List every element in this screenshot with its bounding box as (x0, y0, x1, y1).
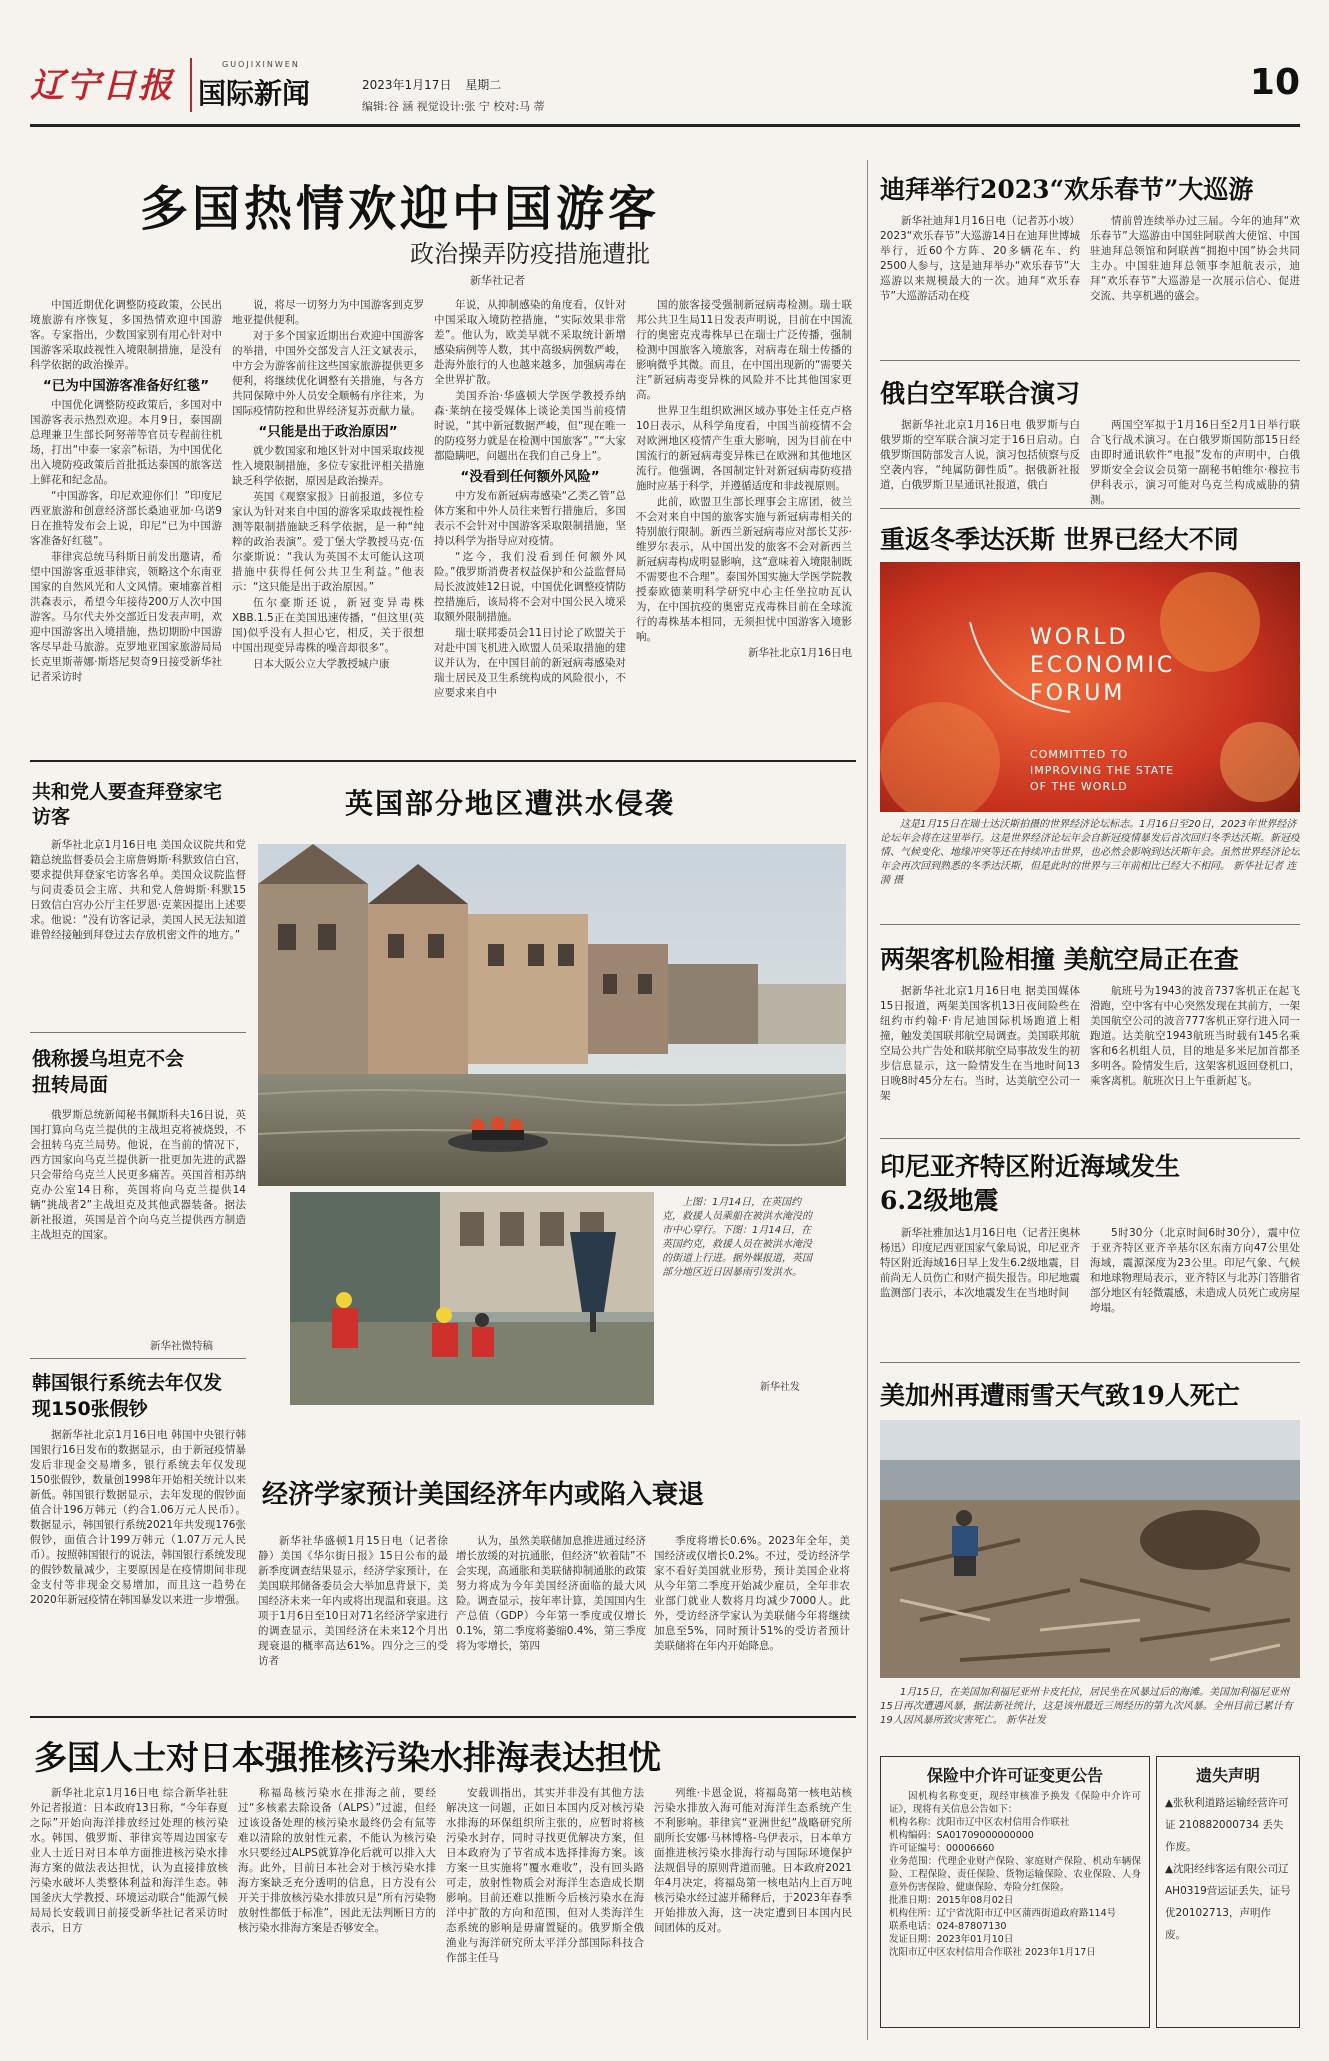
paragraph: 伍尔豪斯还说，新冠变异毒株XBB.1.5正在美国迅速传播，“但这里(英国)似乎没有人担心它，相反，关于很想中国出现变异毒株的噪音却很多”。 (232, 597, 424, 654)
section-title: 国际新闻 (198, 77, 311, 110)
paragraph: 对于多个国家近期出台欢迎中国游客的举措，中国外交部发言人汪文斌表示，中方会为游客前往这些国家旅游提供更多便利，将继续优化调整有关措施，与各方共同保障中外人员安全顺畅有序往来，为国际疫情防控和世界经济复苏贡献力量。 (232, 330, 424, 417)
indonesia-quake-col-2: 5时30分（北京时间6时30分），震中位于亚齐特区亚齐辛基尔区东南方向47公里处海域，震源深度为23公里。印尼气象、气候和地球物理局表示，亚齐特区与北苏门答腊省部分地区有轻微震感，未造成人员死亡或房屋垮塌。 (1090, 1227, 1300, 1314)
japan-water-col-4: 列维·卡恩金说，将福岛第一核电站核污染水排放入海可能对海洋生态系统产生不利影响。菲律宾“亚洲世纪”战略研究所副所长安娜·马林博格-乌伊表示，日本单方面推进核污染水排海行动与国际环境保护法规倡导的原则背道而驰。日本政府2021年4月决定，将福岛第一核电站内上百万吨核污染水经过滤并稀释后，于2023年春季开始排放入海，这一决定遭到日本国内民间团体的反对。 (654, 1787, 852, 1934)
paragraph: 此前，欧盟卫生部长理事会主席团，彼兰不会对来自中国的旅客实施与新冠病毒相关的特别旅行限制。新西兰新冠病毒应对部长艾莎·维罗尔表示，从中国出发的旅客不会对新西兰新冠病毒构成明显影响，这“意味着入境限制既不需要也不合理”。泰国外国实施大学医学院教授泰欧德莱明科学研究中心主任坐拉叻瓦认为，在中国抗疫的奥密克戎毒株目前在全球流行的毒株基本相同，无须担忧中国游客入境影响。 (636, 496, 852, 643)
column-divider (867, 160, 868, 2040)
uk-flood-title: 英国部分地区遭洪水侵袭 (345, 787, 676, 820)
korea-bank-text: 据新华社北京1月16日电 韩国中央银行韩国银行16日发布的数据显示，由于新冠疫情暴发后非现金交易增多，银行系统去年仅发现150张假钞，数量创1998年开始相关统计以来新低。韩国银行数据显示，去年发现的假钞面值合计196万韩元（约合1.06万元人民币）。数据显示，韩国银行系统2021年共发现176张假钞，面值合计199万韩元（1.07万元人民币）。按照韩国银行的说法，韩国银行系统发现的假钞数量减少，主要原因是在疫情期间非现金支付等非现金交易增加，而且这一趋势在2020年新冠疫情在韩国暴发以来进一步增强。 (30, 1429, 246, 1606)
japan-water-col-1: 新华社北京1月16日电 综合新华社驻外记者报道：日本政府13日称，“今年春夏之际”开始向海洋排放经过处理的核污染水。韩国、俄罗斯、菲律宾等周边国家专业人士近日对日本单方面推进核污染水排海方案的做法表达担忧，认为直接排放核污染水破坏人类整体利益和海洋生态。韩国釜庆大学教授、环境运动联合“能源气候局局长安载训日前接受新华社记者采访时表示，日方 (30, 1787, 228, 1934)
dubai-col-1: 新华社迪拜1月16日电（记者苏小坡）2023“欢乐春节”大巡游14日在迪拜世博城举行，近60个方阵、20多辆花车、约2500人参与，这是迪拜举办“欢乐春节”大巡游以来规模最大的一次。迪拜“欢乐春节”大巡游活动在疫 (880, 215, 1080, 302)
paragraph: 中方发布新冠病毒感染“乙类乙管”总体方案和中外人员往来暂行措施后，多国表示不会针对中国游客采取限制措施，坚持以科学为指导应对疫情。 (434, 490, 626, 547)
subheading: “已为中国游客准备好红毯” (42, 378, 210, 394)
recession-col-2: 认为，虽然美联储加息推进通过经济增长放缓的对抗通胀，但经济“软着陆”不会实现，高通胀和美联储抑制通胀的政策努力将成为今年美国经济面临的最大风险。调查显示，按年率计算，美国国内生产总值（GDP）今年第一季度或仅增长0.1%，第二季度将萎缩0.4%，第三季度将为零增长，第四 (456, 1535, 646, 1652)
paragraph: 年说，从抑制感染的角度看，仅针对中国采取入境防控措施，“实际效果非常差”。他认为，欧美早就不采取统计新增感染病例等人数，其中高级病例数严峻，赴海外旅行的人也越来越多，加强病毒在全世界扩散。 (434, 299, 626, 386)
flood-photo-bottom (290, 1192, 654, 1405)
notice-line: 业务范围：代理企业财产保险、家庭财产保险、机动车辆保险、工程保险、责任保险、货物运输保险、农业保险、人身意外伤害保险、健康保险、寿险分红保险。 (889, 1856, 1141, 1893)
russia-aid-title: 俄称援乌坦克不会扭转局面 (32, 1048, 185, 1096)
page-number: 10 (1249, 62, 1300, 103)
paragraph: 世界卫生组织欧洲区域办事处主任克卢格10日表示，从科学角度看，中国当前疫情不会对欧洲地区疫情产生重大影响，因为目前在中国流行的新冠病毒变异株已在欧洲和其他地区流行。他强调，各国制定针对新冠病毒防疫措施时应基于科学，并遵循适度和非歧视原则。 (636, 405, 852, 492)
russia-belarus-title: 俄白空军联合演习 (880, 379, 1081, 408)
divider (880, 360, 1300, 361)
russia-belarus-col-2: 两国空军拟于1月16日至2月1日举行联合飞行战术演习。在白俄罗斯国防部15日经由即时通讯软件“电报”发布的声明中，白俄罗斯安全会议会员第一副秘书帕维尔·穆拉韦伊科表示，演习可能对乌克兰构成威胁的猜测。 (1090, 419, 1300, 506)
indonesia-quake-title: 印尼亚齐特区附近海域发生6.2级地震 (880, 1152, 1181, 1215)
wef-tag-1: COMMITTED TO (1030, 748, 1129, 761)
subheading: “只能是出于政治原因” (258, 424, 398, 440)
japan-water-col-2: 称福岛核污染水在排海之前，要经过“多核素去除设备（ALPS）”过滤，但经过该设备处理的核污染水最终仍会有氚等难以清除的放射性元素，不能认为核污染水只要经过ALPS就算净化后就可以排入大海。此外，目前日本社会对于核污染水排海方案缺乏充分透明的信息，日方没有公开关于排放核污染水排放只是“所有污染物放射性都低于标准”，因此无法判断日方的核污染水排海方案是否够安全。 (238, 1787, 436, 1934)
notice-body (889, 1790, 1141, 1959)
masthead-divider (190, 58, 192, 112)
paragraph: 瑞士联邦委员会11日讨论了欧盟关于对赴中国飞机进入欧盟人员采取措施的建议并认为，在中国目前的新冠病毒感染对瑞士居民及卫生系统构成的风险很小，不应要求来自中 (434, 627, 626, 699)
notice-title: 保险中介许可证变更公告 (926, 1766, 1103, 1785)
korea-bank-title: 韩国银行系统去年仅发现150张假钞 (32, 1372, 223, 1420)
flood-rescue-image (290, 1192, 654, 1405)
paragraph: 中国优化调整防疫政策后，多国对中国游客表示热烈欢迎。本月9日，泰国副总理兼卫生部长阿努蒂等官员专程前往机场，打出“中泰一家亲”标语，为中国优化出入境防疫政策后首批抵达泰国的旅客送上鲜花和纪念品。 (30, 399, 222, 486)
divider (30, 1032, 246, 1033)
davos-photo (880, 562, 1300, 812)
wef-tag-2: IMPROVING THE STATE (1030, 764, 1175, 777)
masthead-rule (30, 124, 1300, 127)
notice-line: 机构住所：辽宁省沈阳市辽中区蒲西街道政府路114号 (889, 1908, 1117, 1919)
lead-bottom-rule (30, 760, 856, 762)
lead-col-2 (232, 298, 424, 748)
notice-line: 机构名称：沈阳市辽中区农村信用合作联社 (889, 1817, 1070, 1828)
paragraph: 菲律宾总统马科斯日前发出邀请，希望中国游客重返菲律宾，领略这个东南亚国家的自然风光和人文风情。柬埔寨首相洪森表示，希望今年接待200万人次中国游客。马尔代夫外交部近日发表声明，欢迎中国游客出入境措施，热切期盼中国游客尽早赴马旅游。克罗地亚国家旅游局局长克里斯蒂娜·斯塔尼契奇9日接受新华社记者采访时 (30, 551, 222, 683)
gop-title: 共和党人要查拜登家宅访客 (32, 781, 223, 828)
davos-title: 重返冬季达沃斯 世界已经大不同 (880, 525, 1239, 554)
divider (880, 1362, 1300, 1363)
divider (880, 1138, 1300, 1139)
lead-subtitle: 政治操弄防疫措施遭批 (410, 240, 650, 268)
notice-line: 联系电话：024-87807130 (889, 1921, 1007, 1932)
near-miss-col-2: 航班号为1943的波音737客机正在起飞滑跑，空中客有中心突然发现在其前方，一架美国航空公司的波音777客机正穿行进入同一跑道。达美航空1943航班当时载有145名乘客和6名机组人员，目的地是多米尼加首都圣多明各。险情发生后，这架客机返回登机口，乘客离机。航班次日上午重新起飞。 (1090, 985, 1300, 1087)
newspaper-logo: 辽宁日报 (30, 66, 174, 106)
uk-flood-caption: 上图：1月14日，在英国约克，救援人员乘船在被洪水淹没的市中心穿行。下图：1月14日，在英国约克，救援人员在被洪水淹没的街道上行进。据外媒报道，英国部分地区近日因暴雨引发洪水。 (662, 1197, 812, 1278)
gop-text: 新华社北京1月16日电 美国众议院共和党籍总统监督委员会主席詹姆斯·科默致信白宫，要求提供拜登家宅访客名单。美国众议院监督与问责委员会主席、共和党人詹姆斯·科默15日致信白宫办公厅主任罗恩·克莱因提出上述要求。他说：“没有访客记录，美国人民无法知道谁曾经接触到拜登过去存放机密文件的地方。” (30, 839, 246, 941)
lost-line: ▲沈阳经纬客运有限公司辽AH0319营运证丢失，证号优20102713，声明作废。 (1165, 1863, 1291, 1941)
paragraph: “中国游客，印尼欢迎你们！”印度尼西亚旅游和创意经济部长桑迪亚加·乌诺9日在推特发布会上说，印尼“已为中国游客准备好红毯”。 (30, 490, 222, 547)
staff-line: 编辑:谷 涵 视觉设计:张 宁 校对:马 蒂 (362, 100, 545, 113)
wef-line-3: FORUM (1030, 681, 1126, 706)
paragraph: 就少数国家和地区针对中国采取歧视性入境限制措施，多位专家批评相关措施缺乏科学依据，原因是政治操弄。 (232, 445, 424, 487)
notice-line: 沈阳市辽中区农村信用合作联社 2023年1月17日 (889, 1947, 1096, 1958)
section-pinyin: GUOJIXINWEN (222, 60, 300, 69)
notice-line: 因机构名称变更，现经审核准予换发《保险中介许可证》，现将有关信息公告如下： (889, 1791, 1141, 1815)
notice-line: 机构编码：SA01709000000000 (889, 1830, 1034, 1841)
russia-aid-source: 新华社微特稿 (150, 1340, 213, 1352)
paragraph: 日本大阪公立大学教授城户康 (253, 658, 390, 670)
notice-line: 发证日期：2023年01月10日 (889, 1934, 1014, 1945)
subheading: “没看到任何额外风险” (460, 469, 600, 485)
masthead (30, 56, 1300, 126)
paragraph: 新华社北京1月16日电 (747, 647, 852, 659)
lost-line: ▲张秋利道路运输经营许可证 210882000734 丢失作废。 (1165, 1797, 1289, 1853)
divider (30, 1358, 246, 1359)
california-caption: 1月15日，在美国加利福尼亚州卡皮托拉，居民坐在风暴过后的海滩。美国加利福尼亚州15日再次遭遇风暴，据法新社统计，这是该州最近三周经历的第九次风暴。全州目前已累计有19人因风暴所致灾害死亡。 新华社发 (880, 1687, 1293, 1726)
lead-title: 多国热情欢迎中国游客 (140, 181, 661, 237)
russia-belarus-col-1: 据新华社北京1月16日电 俄罗斯与白俄罗斯的空军联合演习定于16日启动。白俄罗斯国防部发言人说，演习包括侦察与反空袭内容，“纯属防御性质”。据俄新社报道，白俄罗斯卫星通讯社报道，俄白 (880, 419, 1080, 491)
japan-water-title: 多国人士对日本强推核污染水排海表达担忧 (34, 1738, 661, 1777)
lost-body (1165, 1792, 1291, 1946)
paragraph: 国的旅客接受强制新冠病毒检测。瑞士联邦公共卫生局11日发表声明说，目前在中国流行的奥密克戎毒株早已在瑞士广泛传播，强制检测中国旅客入境旅客，对病毒在瑞士传播的影响微乎其微。而且，在中国出现新的“需要关注”新冠病毒变异株的风险并不比其他国家更高。 (636, 299, 852, 401)
notice-line: 批准日期：2015年08月02日 (889, 1895, 1014, 1906)
paragraph: 说，将尽一切努力为中国游客到克罗地亚提供便利。 (232, 299, 424, 326)
lead-col-1 (30, 298, 222, 748)
indonesia-quake-col-1: 新华社雅加达1月16日电（记者汪奥林 杨迅）印度尼西亚国家气象局说，印尼亚齐特区附近海域16日早上发生6.2级地震，目前尚无人员伤亡和财产损失报告。印尼地震监测部门表示，本次地震发生在当地时间 (880, 1227, 1080, 1299)
beach-debris-image (880, 1420, 1300, 1678)
wef-tag-3: OF THE WORLD (1030, 780, 1128, 793)
wef-logo-image (880, 562, 1300, 812)
flood-street-image (258, 844, 846, 1186)
wef-line-1: WORLD (1030, 625, 1129, 650)
near-miss-col-1: 据新华社北京1月16日电 据美国媒体15日报道，两架美国客机13日夜间险些在纽约市约翰·F·肯尼迪国际机场跑道上相撞，触发美国联邦航空局调查。美国联邦航空局公共广告处和联邦航空局事故发生的初步信息显示，这一险情发生在当地时间13日晚8时45分左右。当时，达美航空公司一架 (880, 985, 1080, 1102)
near-miss-title: 两架客机险相撞 美航空局正在查 (880, 945, 1239, 974)
paragraph: 英国《观察家报》日前报道，多位专家认为针对来自中国的游客采取歧视性检测等限制措施缺乏科学依据，是一种“纯粹的政治表演”。爱丁堡大学教授马克·伍尔豪斯说：“我认为英国不太可能认这项措施中获得任何公共卫生利益。”他表示：“这只能是出于政治原因。” (232, 491, 424, 593)
lost-title: 遗失声明 (1195, 1766, 1260, 1785)
lost-notice (1156, 1756, 1300, 2028)
issue-date (362, 76, 501, 93)
paragraph: 中国近期优化调整防疫政策，公民出境旅游有序恢复，多国热情欢迎中国游客。专家指出，少数国家别有用心针对中国游客采取歧视性入境限制措施，是没有科学依据的政治操弄。 (30, 299, 222, 371)
recession-bottom-rule (30, 1716, 856, 1718)
date-text: 2023年1月17日 (362, 78, 452, 92)
recession-col-3: 季度将增长0.6%。2023年全年，美国经济或仅增长0.2%。不过，受访经济学家不看好美国就业形势，预计美国企业将从今年第二季度开始减少雇员，全年非农业部门就业人数将月均减少7000人。此外，受访经济学家认为美联储今年将继续加息至5%，同时预计51%的受访者预计美联储将在年内开始降息。 (654, 1535, 850, 1652)
weekday-text: 星期二 (465, 78, 502, 92)
california-photo (880, 1420, 1300, 1678)
recession-title: 经济学家预计美国经济年内或陷入衰退 (262, 1480, 705, 1510)
wef-line-2: ECONOMIC (1030, 653, 1176, 678)
japan-water-col-3: 安载训指出，其实并非没有其他方法解决这一问题，正如日本国内反对核污染水排海的环保组织所主张的，应暂时将核污染水封存，同时寻找更优解决方案，但日本政府为了节省成本选择排海方案。该方案一旦实施将“覆水难收”，没有回头路可走，放射性物质会对海洋生态造成长期影响。目前还难以推断今后核污染水在海洋中扩散的方向和范围，但对人类海洋生态系统的影响是毋庸置疑的。俄罗斯全俄渔业与海洋研究所太平洋分部国际科技合作部主任马 (446, 1787, 644, 1964)
dubai-title: 迪拜举行2023“欢乐春节”大巡游 (880, 175, 1254, 204)
insurance-notice (880, 1756, 1150, 2028)
lead-col-3 (434, 298, 626, 748)
davos-caption: 这是1月15日在瑞士达沃斯拍摄的世界经济论坛标志。1月16日至20日，2023年世界经济论坛年会将在这里举行。这是世界经济论坛年会自新冠疫情暴发后首次回归冬季达沃斯。新冠疫情、气候变化、地缘冲突等还在持续冲击世界，也必然会影响到达沃斯年会。虽然世界经济论坛年会再次回到熟悉的冬季达沃斯，但是此时的世界与三年前相比已经大不相同。 新华社记者 连 漪 摄 (880, 819, 1300, 886)
russia-aid-text: 俄罗斯总统新闻秘书佩斯科夫16日说，英国打算向乌克兰提供的主战坦克将被烧毁，不会扭转乌克兰局势。他说，在当前的情况下，西方国家向乌克兰提供新一批更加先进的武器只会带给乌克兰人民更多痛苦。英国首相苏纳克办公室14日称，英国将向乌克兰提供14辆“挑战者2”主战坦克及其他武器装备。据法新社报道，英国是首个向乌克兰提供西方制造主战坦克的国家。 (30, 1109, 246, 1241)
divider (880, 924, 1300, 925)
paragraph: 美国乔治·华盛顿大学医学教授乔纳森·莱纳在接受媒体上谈论美国当前疫情时说，“其中新冠数据严峻，但“现在唯一的防疫努力就是在检测中国旅客”。”“大家都隐瞒吧，问题出在我们自己身上”。 (434, 390, 626, 462)
california-title: 美加州再遭雨雪天气致19人死亡 (880, 1381, 1240, 1410)
divider (880, 508, 1300, 509)
dubai-col-2: 情前曾连续举办过三届。今年的迪拜“欢乐春节”大巡游由中国驻阿联酋大使馆、中国驻迪拜总领馆和阿联酋“拥抱中国”协会共同主办。中国驻迪拜总领事李旭航表示，迪拜“欢乐春节”大巡游是一次展示信心、促进交流、共享机遇的盛会。 (1090, 215, 1300, 302)
notice-line: 许可证编号：00006660 (889, 1843, 995, 1854)
lead-byline: 新华社记者 (470, 274, 525, 287)
lead-col-4 (636, 298, 852, 748)
paragraph: “迄今，我们没看到任何额外风险。”俄罗斯消费者权益保护和公益监督局局长波波娃12日说，中国优化调整疫情防控措施后，该局将不会对中国公民入境采取额外限制措施。 (434, 551, 626, 623)
uk-flood-source: 新华社发 (760, 1382, 800, 1393)
flood-photo-top (258, 844, 846, 1186)
recession-col-1: 新华社华盛顿1月15日电（记者徐静）美国《华尔街日报》15日公布的最新季度调查结果显示，经济学家预计，在美国联邦储备委员会大举加息背景下，美国经济未来一年内或将出现温和衰退。这项于1月6日至10日对71名经济学家进行的调查显示，美国经济在未来12个月出现衰退的概率高达61%。四分之三的受访者 (258, 1535, 448, 1667)
